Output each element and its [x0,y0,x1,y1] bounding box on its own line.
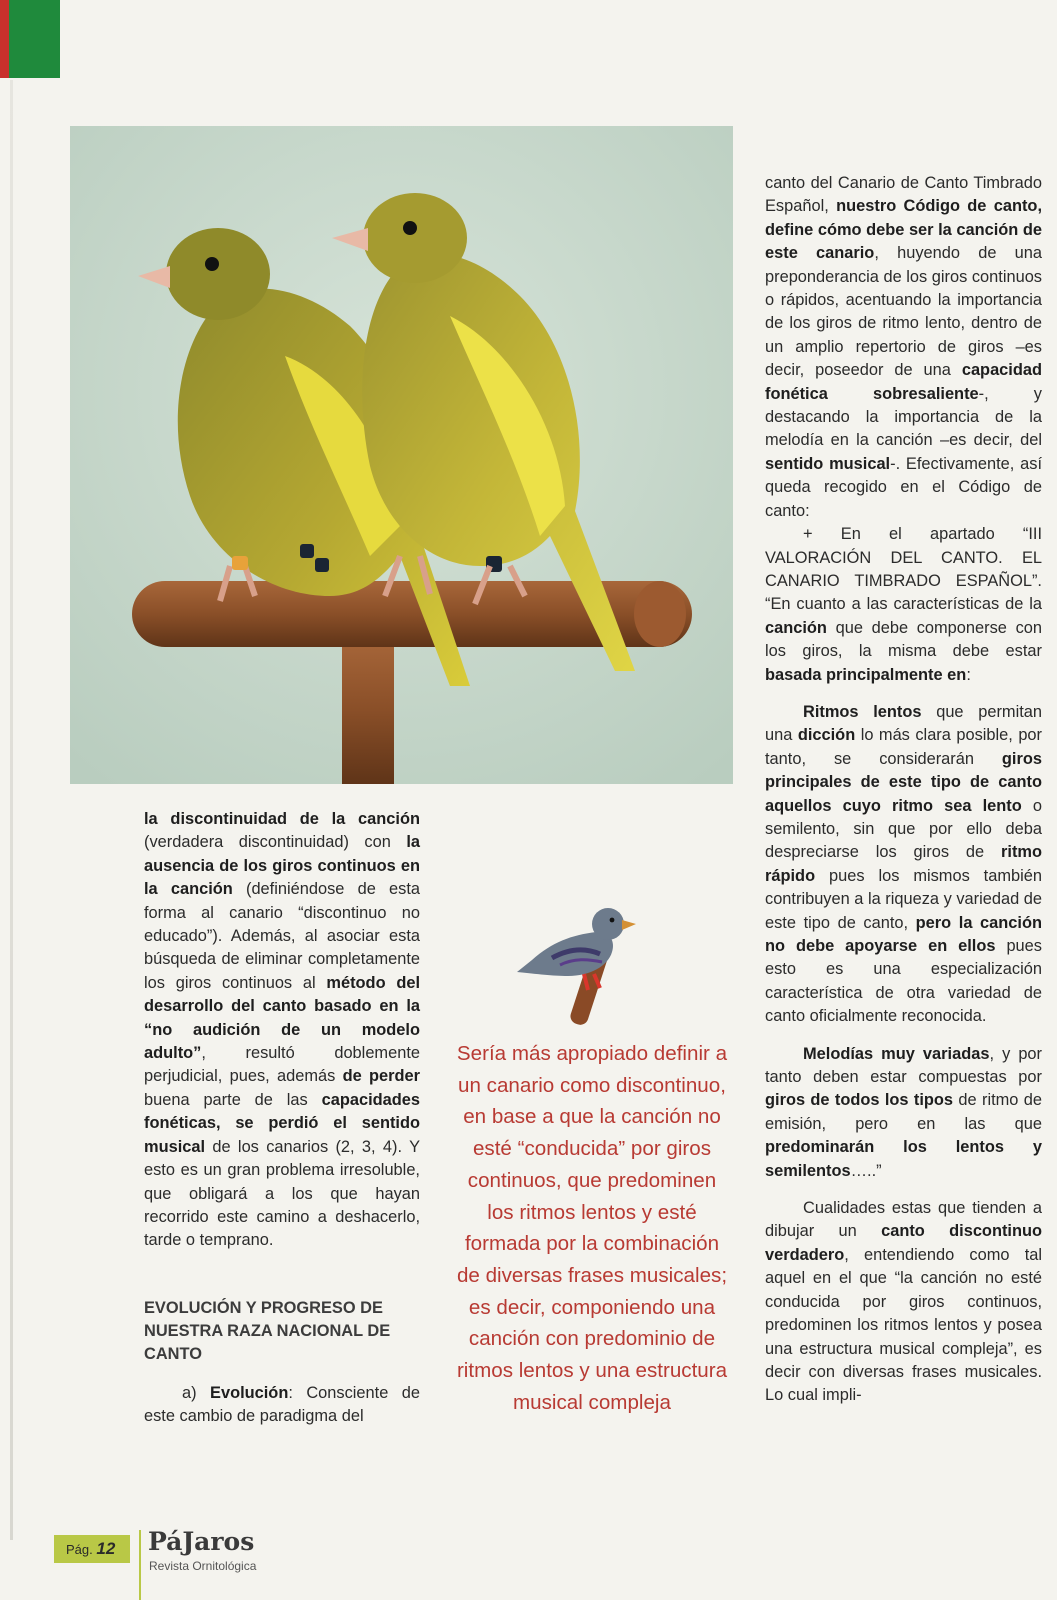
text-run: , resultó doblemente perjudicial, pues, además [144,1044,420,1086]
canaries-photo [70,126,733,784]
text-run: capacidad fonética sobresaliente [765,361,1042,403]
text-run: lo más clara posible, por tanto, se considerarán [765,726,1043,768]
footer-divider [139,1530,141,1600]
right-paragraph-3 [765,701,1042,1029]
left-column [144,808,420,1429]
text-run: , entendiendo como tal aquel en el que “la canción no esté conducida por giros continuos, predominen los ritmos lentos y posea una estructura musical compleja”, es decir con diversas frases musicales. Lo cual impli- [765,1245,1042,1405]
text-run: de ritmo de emisión, pero en las que [765,1091,1042,1133]
corner-flag-green [0,0,60,78]
text-run: o semilento, sin que por ello deba despreciarse los giros de [765,796,1042,862]
magazine-subtitle: Revista Ornitológica [149,1559,257,1573]
pull-quote: Sería más apropiado definir a un canario como discontinuo, en base a que la canción no esté “conducida” por giros continuos, que predominen los ritmos lentos y esté formada por la combinación de diversas frases musicales; es decir, componiendo una canción con predominio de ritmos lentos y una estructura musical compleja [456,1042,728,1414]
text-run: ritmo rápido [765,843,1042,885]
text-run: pues esto es una especialización característica de otra variedad de canto oficialmente reconocida. [765,937,1042,1026]
right-paragraph-2 [765,523,1042,687]
text-run: Ritmos lentos [803,702,922,721]
corner-flag-red [0,0,9,78]
text-run: : [966,665,971,684]
text-run: buena parte de las [144,1090,322,1109]
perched-bird-icon [512,890,647,1025]
page-number: 12 [96,1539,116,1558]
text-run: predominarán los lentos y semilentos [765,1138,1042,1180]
text-run: Evolución [210,1383,289,1402]
right-column [765,172,1042,1408]
text-run: (verdadera discontinuidad) con [144,833,407,852]
text-run: : Consciente de este cambio de paradigma del [144,1383,420,1426]
text-run: -, y destacando la importancia de la melodía en la canción –es decir, del [765,384,1042,450]
text-run: -. Efectivamente, así queda recogido en el Código de canto: [765,454,1043,520]
left-paragraph-2 [144,1382,420,1429]
text-run: capacidades fonéticas, se perdió el sentido musical [144,1090,420,1156]
right-paragraph-5 [765,1197,1042,1408]
text-run: canto del Canario de Canto Timbrado Español, [765,174,1042,216]
text-run: , y por tanto deben estar compuestas por [765,1044,1043,1087]
text-run: giros de todos los tipos [765,1091,954,1110]
text-run: método del desarrollo del canto basado en la “no audición de un modelo adulto” [144,973,421,1063]
page-prefix: Pág. [66,1542,93,1557]
text-run: de perder [342,1067,420,1086]
text-run: que permitan una [765,702,1043,745]
text-run: (definiéndose de esta forma al canario “discontinuo no educado”). Además, al asociar esta búsqueda de eliminar completamente los giros continuos al [144,880,420,992]
text-run: de los canarios (2, 3, 4). Y esto es un gran problema irresoluble, que obligará a los que hayan recorrido este camino a deshacerlo, tarde o temprano. [144,1137,420,1250]
right-paragraph-4 [765,1043,1042,1183]
text-run: pero la canción no debe apoyarse en ellos [765,913,1042,955]
text-run: Cualidades estas que tienden a dibujar un [765,1199,1042,1241]
text-run: canción [765,618,827,637]
text-run: canto discontinuo verdadero [765,1222,1043,1264]
page-spine [10,80,13,1540]
text-run: , huyendo de una preponderancia de los giros continuos o rápidos, acentuando la importancia de los giros de ritmo lento, dentro de un amplio repertorio de giros –es decir, poseedor de una [765,244,1043,380]
text-run: pues los mismos también contribuyen a la riqueza y variedad de este tipo de canto, [765,866,1042,932]
text-run: + En el apartado “III VALORACIÓN DEL CANTO. EL CANARIO TIMBRADO ESPAÑOL”. “En cuanto a las características de la [765,525,1042,614]
text-run: …..” [850,1161,882,1180]
canaries-photo-illustration [70,126,733,784]
text-run: dicción [797,726,856,745]
text-run: Melodías muy variadas [803,1044,990,1063]
right-paragraph-1 [765,172,1042,523]
text-run: giros principales de este tipo de canto aquellos cuyo ritmo sea lento [765,749,1042,815]
page-number-badge [54,1535,130,1563]
text-run: nuestro Código de canto, define cómo debe ser la canción de este canario [765,197,1042,263]
magazine-title: PáJaros [148,1527,255,1556]
text-run: basada principalmente en [765,665,967,684]
text-run: sentido musical [765,454,891,473]
section-heading: EVOLUCIÓN Y PROGRESO DE NUESTRA RAZA NACIONAL DE CANTO [144,1298,391,1363]
text-run: la discontinuidad de la canción [144,810,420,828]
text-run: a) [182,1383,211,1402]
text-run: que debe componerse con los giros, la misma debe estar [765,618,1042,661]
left-paragraph-1 [144,808,420,1253]
text-run: la ausencia de los giros continuos en la canción [144,833,420,899]
